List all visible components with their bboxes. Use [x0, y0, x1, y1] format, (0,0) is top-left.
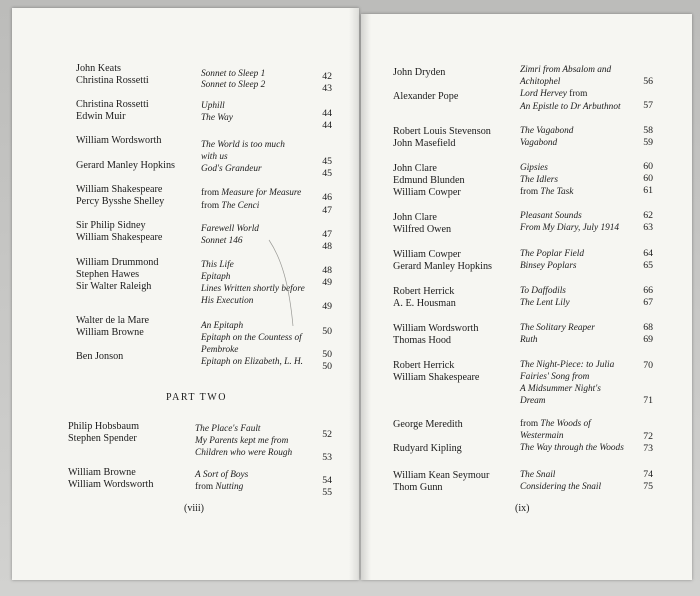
poem-title — [201, 188, 301, 199]
poem-title: The Snail — [520, 470, 556, 480]
poem-title: The Way through the Woods — [520, 443, 624, 453]
poem-title: Lines Written shortly before — [201, 284, 305, 294]
poem-title: A Midsummer Night's — [520, 384, 601, 394]
author: John Masefield — [393, 138, 456, 149]
poem-title-text: Nutting — [215, 482, 244, 492]
author: Robert Herrick — [393, 286, 455, 297]
page-number: 56 — [643, 76, 653, 87]
author: William Shakespeare — [393, 372, 480, 383]
author: Edmund Blunden — [393, 175, 465, 186]
poem-title: Sonnet to Sleep 2 — [201, 80, 266, 90]
page-number: 44 — [322, 108, 332, 119]
from-word: from — [569, 89, 588, 99]
author: William Wordsworth — [68, 479, 154, 490]
author: Christina Rossetti — [76, 99, 149, 110]
page-number: 70 — [643, 360, 653, 371]
page-number: 47 — [322, 229, 332, 240]
page-number: 49 — [322, 277, 332, 288]
page-number: 48 — [322, 241, 332, 252]
page-number: 67 — [643, 297, 653, 308]
author: John Dryden — [393, 67, 446, 78]
author: William Shakespeare — [76, 184, 163, 195]
author: Walter de la Mare — [76, 315, 149, 326]
poem-title: Epitaph on the Countess of — [201, 333, 302, 343]
pencil-mark — [267, 238, 297, 328]
poem-title — [520, 89, 587, 100]
poem-title: To Daffodils — [520, 286, 566, 296]
from-word: from — [520, 419, 539, 429]
poem-title: Children who were Rough — [195, 448, 293, 458]
gutter-shadow — [361, 14, 371, 580]
poem-title: God's Grandeur — [201, 164, 262, 174]
poem-title: Pembroke — [201, 345, 239, 355]
author: Thom Gunn — [393, 482, 443, 493]
author: John Clare — [393, 212, 437, 223]
poem-title-text: The Cenci — [221, 201, 260, 211]
poem-title: An Epistle to Dr Arbuthnot — [520, 102, 621, 112]
author: Robert Louis Stevenson — [393, 126, 491, 137]
author: William Kean Seymour — [393, 470, 490, 481]
gutter-shadow — [349, 8, 359, 580]
author: William Wordsworth — [76, 135, 162, 146]
poem-title: A Sort of Boys — [195, 470, 249, 480]
page-number: 60 — [643, 173, 653, 184]
poem-title-text: Lord Hervey — [520, 89, 567, 99]
poem-title: Achitophel — [520, 77, 561, 87]
poem-title: Dream — [520, 396, 546, 406]
poem-title: The Poplar Field — [520, 249, 585, 259]
poem-title: Sonnet 146 — [201, 236, 243, 246]
author: Wilfred Owen — [393, 224, 452, 235]
page-number: 50 — [322, 349, 332, 360]
author: Stephen Spender — [68, 433, 137, 444]
author: Philip Hobsbaum — [68, 421, 140, 432]
poem-title: The Vagabond — [520, 126, 574, 136]
page-number: 46 — [322, 192, 332, 203]
page-number: 58 — [643, 125, 653, 136]
poem-title: Vagabond — [520, 138, 558, 148]
poem-title: Farewell World — [201, 224, 259, 234]
poem-title: The Solitary Reaper — [520, 323, 595, 333]
page-number: 57 — [643, 100, 653, 111]
page-number: 52 — [322, 429, 332, 440]
from-word: from — [201, 188, 220, 198]
poem-title: Pleasant Sounds — [520, 211, 582, 221]
page-number: 59 — [643, 137, 653, 148]
author: William Wordsworth — [393, 323, 479, 334]
page-number: 61 — [643, 185, 653, 196]
from-word: from — [195, 482, 214, 492]
author: John Keats — [76, 63, 121, 74]
author: Stephen Hawes — [76, 269, 140, 280]
poem-title: Fairies' Song from — [520, 372, 590, 382]
author: Robert Herrick — [393, 360, 455, 371]
page-number: 55 — [322, 487, 332, 498]
from-word: from — [201, 201, 220, 211]
poem-title: The Place's Fault — [195, 424, 261, 434]
poem-title: The Way — [201, 113, 233, 123]
page-number: 45 — [322, 168, 332, 179]
author: Ben Jonson — [76, 351, 124, 362]
page-number: 49 — [322, 301, 332, 312]
poem-title: Epitaph on Elizabeth, L. H. — [201, 357, 304, 367]
poem-title: Epitaph — [201, 272, 231, 282]
author: Alexander Pope — [393, 91, 459, 102]
poem-title: The Lent Lily — [520, 298, 570, 308]
poem-title: Sonnet to Sleep 1 — [201, 69, 266, 79]
author: Christina Rossetti — [76, 75, 149, 86]
poem-title: An Epitaph — [201, 321, 244, 331]
page-number: 72 — [643, 431, 653, 442]
poem-title: The Night-Piece: to Julia — [520, 360, 615, 370]
page-folio: (viii) — [184, 503, 204, 514]
poem-title-text: Measure for Measure — [221, 188, 302, 198]
poem-title — [195, 482, 243, 493]
poem-title-text: The Task — [540, 187, 574, 197]
page-number: 50 — [322, 361, 332, 372]
author: Thomas Hood — [393, 335, 452, 346]
author: William Browne — [68, 467, 136, 478]
poem-title: Westermain — [520, 431, 564, 441]
section-heading: PART TWO — [166, 392, 227, 403]
page-number: 74 — [643, 469, 653, 480]
page-number: 68 — [643, 322, 653, 333]
poem-title: Considering the Snail — [520, 482, 602, 492]
poem-title: Uphill — [201, 101, 225, 111]
page-number: 65 — [643, 260, 653, 271]
author: Gerard Manley Hopkins — [76, 160, 176, 171]
poem-title: Ruth — [520, 335, 538, 345]
author: John Clare — [393, 163, 437, 174]
author: Edwin Muir — [76, 111, 126, 122]
right-page — [361, 14, 692, 580]
author: William Shakespeare — [76, 232, 163, 243]
poem-title: This Life — [201, 260, 234, 270]
author: A. E. Housman — [393, 298, 456, 309]
author: William Browne — [76, 327, 144, 338]
poem-title — [520, 187, 573, 198]
page-number: 50 — [322, 326, 332, 337]
page-number: 53 — [322, 452, 332, 463]
poem-title: The World is too much — [201, 140, 285, 150]
page-number: 54 — [322, 475, 332, 486]
from-word: from — [520, 187, 539, 197]
poem-title — [520, 419, 591, 430]
poem-title-text: The Woods of — [540, 419, 591, 429]
page-number: 69 — [643, 334, 653, 345]
poem-title: The Idlers — [520, 175, 558, 185]
author: William Drummond — [76, 257, 159, 268]
left-page — [12, 8, 359, 580]
page-number: 63 — [643, 222, 653, 233]
author: Rudyard Kipling — [393, 443, 462, 454]
author: George Meredith — [393, 419, 463, 430]
page-number: 75 — [643, 481, 653, 492]
poem-title: Gipsies — [520, 163, 548, 173]
page-number: 60 — [643, 161, 653, 172]
author: William Cowper — [393, 187, 461, 198]
page-number: 62 — [643, 210, 653, 221]
page-number: 47 — [322, 205, 332, 216]
page-number: 43 — [322, 83, 332, 94]
author: Gerard Manley Hopkins — [393, 261, 493, 272]
poem-title: His Execution — [201, 296, 254, 306]
author: William Cowper — [393, 249, 461, 260]
author: Percy Bysshe Shelley — [76, 196, 165, 207]
page-number: 48 — [322, 265, 332, 276]
page-number: 44 — [322, 120, 332, 131]
author: Sir Philip Sidney — [76, 220, 146, 231]
poem-title: with us — [201, 152, 228, 162]
page-folio: (ix) — [515, 503, 530, 514]
page-number: 73 — [643, 443, 653, 454]
poem-title: My Parents kept me from — [195, 436, 289, 446]
page-number: 42 — [322, 71, 332, 82]
page-number: 64 — [643, 248, 653, 259]
poem-title — [201, 201, 259, 212]
page-number: 45 — [322, 156, 332, 167]
page-number: 71 — [643, 395, 653, 406]
page-number: 66 — [643, 285, 653, 296]
poem-title: From My Diary, July 1914 — [520, 223, 620, 233]
poem-title: Binsey Poplars — [520, 261, 577, 271]
poem-title: Zimri from Absalom and — [520, 65, 612, 75]
author: Sir Walter Raleigh — [76, 281, 152, 292]
